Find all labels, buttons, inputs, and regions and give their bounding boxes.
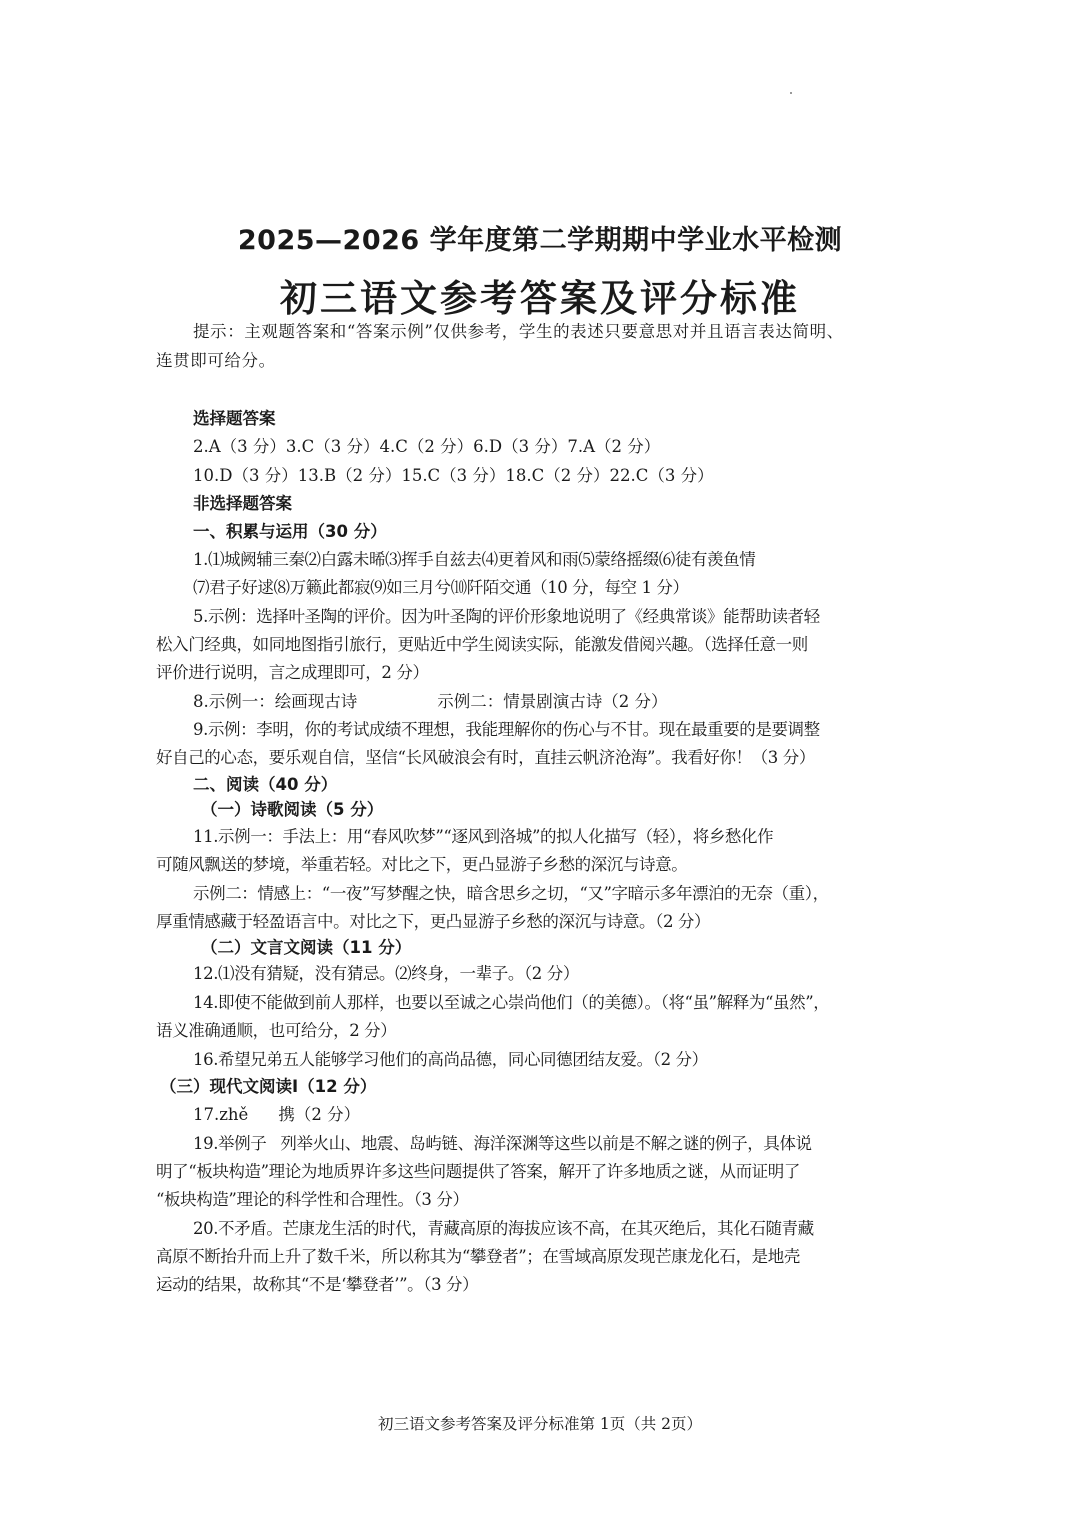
q8-line — [193, 691, 926, 713]
q8-example-2: 示例二：情景剧演古诗（2 分） — [437, 692, 668, 711]
part2-heading: 二、阅读（40 分） — [193, 775, 338, 794]
q17-character: 携（2 分） — [278, 1105, 361, 1124]
classical-heading: （二）文言文阅读（11 分） — [201, 938, 412, 957]
q19-method: 19.举例子 — [193, 1134, 267, 1153]
q20-line-2: 高原不断抬升而上升了数千米，所以称其为“攀登者”；在雪域高原发现芒康龙化石，是地壳 — [156, 1247, 800, 1266]
scan-speck — [790, 92, 792, 94]
poem-heading: （一）诗歌阅读（5 分） — [201, 800, 384, 819]
q14-line-2: 语义准确通顺，也可给分，2 分） — [156, 1021, 397, 1040]
part1-heading: 一、积累与运用（30 分） — [193, 522, 387, 541]
q19-line-1 — [193, 1133, 926, 1155]
q1-line-1: 1.⑴城阙辅三秦⑵白露未晞⑶挥手自兹去⑷更着风和雨⑸蒙络摇缀⑹徒有羡鱼情 — [193, 550, 756, 569]
hint-line-1: 提示：主观题答案和“答案示例”仅供参考，学生的表述只要意思对并且语言表达简明、 — [193, 322, 844, 341]
document-title: 初三语文参考答案及评分标准 — [280, 277, 800, 320]
q11-line-4: 厚重情感藏于轻盈语言中。对比之下，更凸显游子乡愁的深沉与诗意。（2 分） — [156, 912, 711, 931]
choice-heading: 选择题答案 — [193, 409, 276, 428]
q17-line — [193, 1104, 926, 1126]
hint-line-2: 连贯即可给分。 — [156, 351, 276, 370]
q20-line-3: 运动的结果，故称其“不是‘攀登者’”。（3 分） — [156, 1275, 479, 1294]
q19-line-3: “板块构造”理论的科学性和合理性。（3 分） — [156, 1190, 469, 1209]
q5-line-2: 松入门经典，如同地图指引旅行，更贴近中学生阅读实际，能激发借阅兴趣。（选择任意一则 — [156, 635, 808, 654]
q16-line: 16.希望兄弟五人能够学习他们的高尚品德，同心同德团结友爱。（2 分） — [193, 1050, 708, 1069]
q17-pinyin: 17.zhě — [193, 1105, 249, 1124]
q11-line-3: 示例二：情感上：“一夜”写梦醒之快，暗含思乡之切，“又”字暗示多年漂泊的无奈（重）， — [193, 884, 829, 903]
q1-line-2: ⑺君子好逑⑻万籁此都寂⑼如三月兮⑽阡陌交通（10 分，每空 1 分） — [193, 578, 689, 597]
q19-line-2: 明了“板块构造”理论为地质界许多这些问题提供了答案，解开了许多地质之谜，从而证明了 — [156, 1162, 800, 1181]
q20-line-1: 20.不矛盾。芒康龙生活的时代，青藏高原的海拔应该不高，在其灭绝后，其化石随青藏 — [193, 1219, 814, 1238]
exam-title: 2025—2026 学年度第二学期期中学业水平检测 — [237, 225, 843, 256]
choice-answers-line-1: 2.A（3 分）3.C（3 分）4.C（2 分）6.D（3 分）7.A（2 分） — [193, 437, 661, 456]
q11-line-2: 可随风飘送的梦境，举重若轻。对比之下，更凸显游子乡愁的深沉与诗意。 — [156, 855, 688, 874]
q14-line-1: 14.即使不能做到前人那样，也要以至诚之心崇尚他们（的美德）。（将“虽”解释为“虽然”， — [193, 993, 830, 1012]
q5-line-3: 评价进行说明，言之成理即可，2 分） — [156, 663, 429, 682]
q9-line-1: 9.示例：李明，你的考试成绩不理想，我能理解你的伤心与不甘。现在最重要的是要调整 — [193, 720, 820, 739]
choice-answers-line-2: 10.D（3 分）13.B（2 分）15.C（3 分）18.C（2 分）22.C（3 分） — [193, 466, 714, 485]
page-footer: 初三语文参考答案及评分标准第 1页（共 2页） — [377, 1415, 703, 1433]
q12-line: 12.⑴没有猜疑，没有猜忌。⑵终身，一辈子。（2 分） — [193, 964, 579, 983]
q19-explanation: 列举火山、地震、岛屿链、海洋深渊等这些以前是不解之谜的例子，具体说 — [280, 1134, 812, 1153]
modern-reading-heading: （三）现代文阅读Ⅰ（12 分） — [160, 1077, 377, 1096]
nonchoice-heading: 非选择题答案 — [193, 494, 292, 513]
q8-example-1: 8.示例一：绘画现古诗 — [193, 692, 358, 711]
q9-line-2: 好自己的心态，要乐观自信，坚信“长风破浪会有时，直挂云帆济沧海”。我看好你！（3 分） — [156, 748, 815, 767]
q5-line-1: 5.示例：选择叶圣陶的评价。因为叶圣陶的评价形象地说明了《经典常谈》能帮助读者轻 — [193, 607, 820, 626]
q11-line-1: 11.示例一：手法上：用“春风吹梦”“逐风到洛城”的拟人化描写（轻），将乡愁化作 — [193, 827, 774, 846]
